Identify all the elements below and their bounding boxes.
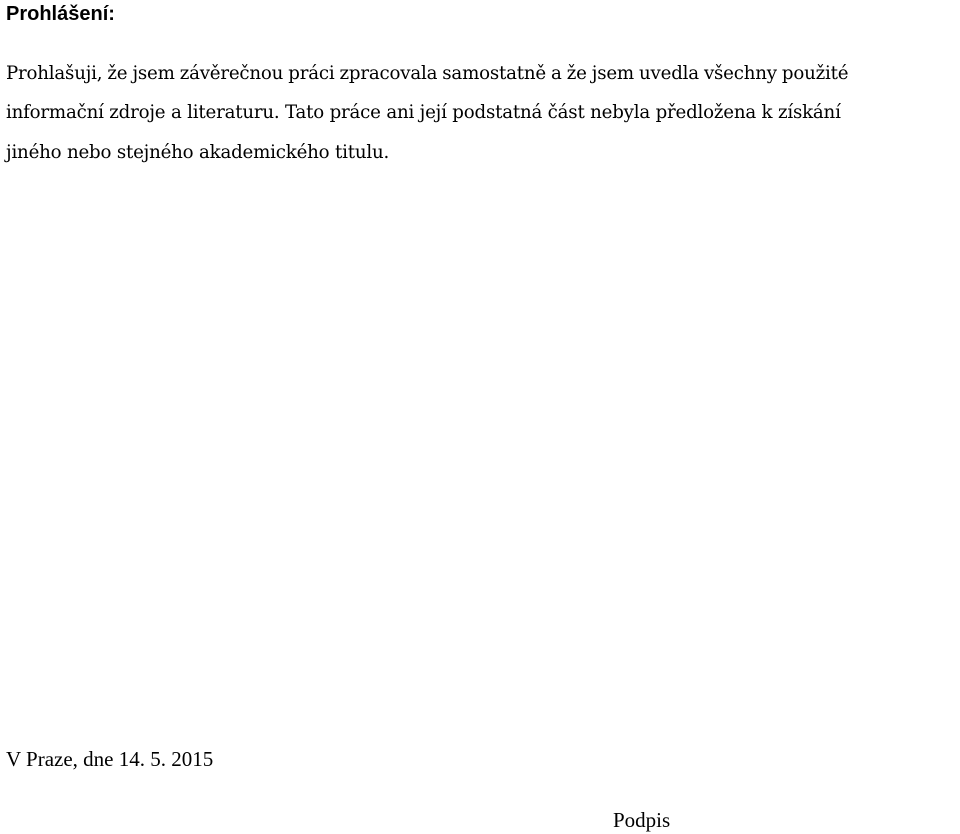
declaration-text-line-3: jiného nebo stejného akademického titulu. xyxy=(6,142,390,163)
declaration-heading: Prohlášení: xyxy=(6,3,115,25)
declaration-text-line-1: Prohlašuji, že jsem závěrečnou práci zpracovala samostatně a že jsem uvedla všechny použité xyxy=(6,63,849,84)
signature-label: Podpis xyxy=(613,808,671,832)
place-and-date: V Praze, dne 14. 5. 2015 xyxy=(6,747,214,771)
declaration-text-line-2: informační zdroje a literaturu. Tato práce ani její podstatná část nebyla předložena k získání xyxy=(6,102,841,123)
